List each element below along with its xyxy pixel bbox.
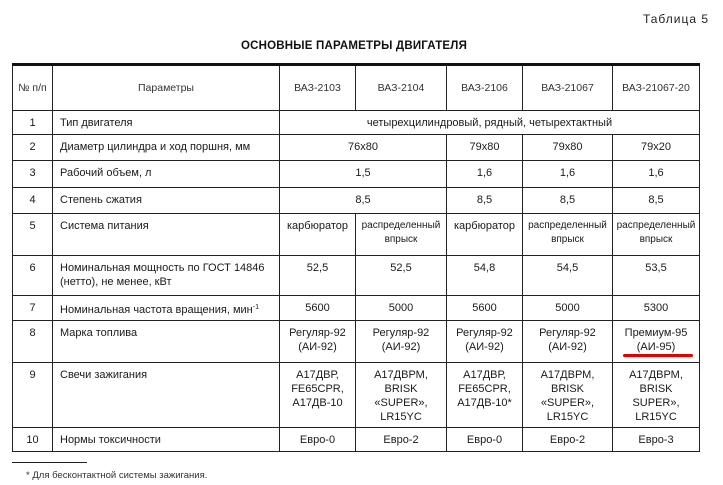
header-param: Параметры [53,65,280,111]
row-value: Евро-2 [356,428,447,452]
row-value: А17ДВР, FE65CPR, А17ДВ-10 [280,363,356,428]
row-param: Нормы токсичности [53,428,280,452]
row-num: 3 [13,161,53,188]
header-model: ВАЗ-2103 [280,65,356,111]
row-value: 79х20 [613,135,700,161]
row-value: 52,5 [280,256,356,296]
row-value: 5000 [523,296,613,321]
row-num: 9 [13,363,53,428]
header-row [13,65,700,111]
red-underline-mark [623,354,693,357]
footnote: * Для бесконтактной системы зажигания. [26,470,208,481]
table-row [13,111,700,135]
row-param-text: Номинальная частота вращения, мин [60,304,253,316]
table-row [13,188,700,214]
fuel-premium-line2 [637,340,675,354]
row-value: 5000 [356,296,447,321]
row-value: Регуляр-92 (АИ-92) [523,321,613,363]
row-param: Диаметр цилиндра и ход поршня, мм [53,135,280,161]
table-title: ОСНОВНЫЕ ПАРАМЕТРЫ ДВИГАТЕЛЯ [240,40,468,52]
row-value: А17ДВРМ, BRISK «SUPER», LR15YC [356,363,447,428]
row-param: Степень сжатия [53,188,280,214]
row-value: Евро-0 [280,428,356,452]
row-param: Рабочий объем, л [53,161,280,188]
header-model: ВАЗ-2106 [447,65,523,111]
header-model: ВАЗ-21067 [523,65,613,111]
row-value: 79х80 [447,135,523,161]
engine-parameters-table [12,63,700,452]
row-value-merged: 1,5 [280,161,447,188]
row-value: 79х80 [523,135,613,161]
row-num: 7 [13,296,53,321]
row-value: Евро-0 [447,428,523,452]
row-num: 1 [13,111,53,135]
row-value: Евро-2 [523,428,613,452]
table-row [13,363,700,428]
row-param: Тип двигателя [53,111,280,135]
row-param: Марка топлива [53,321,280,363]
row-num: 10 [13,428,53,452]
table-row [13,214,700,256]
row-num: 6 [13,256,53,296]
table-row [13,135,700,161]
row-value: 8,5 [447,188,523,214]
row-value: 5300 [613,296,700,321]
row-value: 1,6 [447,161,523,188]
row-value-merged: четырехцилиндровый, рядный, четырехтактный [280,111,700,135]
footnote-divider [12,462,87,463]
row-value: 52,5 [356,256,447,296]
row-value: распределенный впрыск [356,214,447,256]
table-row [13,256,700,296]
row-value: 8,5 [613,188,700,214]
fuel-premium-line2-text: (АИ-95) [636,341,676,353]
row-value: Регуляр-92 (АИ-92) [356,321,447,363]
table-row [13,161,700,188]
row-value: 1,6 [613,161,700,188]
header-model: ВАЗ-21067-20 [613,65,700,111]
row-value: 53,5 [613,256,700,296]
row-value-merged: 8,5 [280,188,447,214]
row-num: 8 [13,321,53,363]
row-value: 54,8 [447,256,523,296]
row-value: распределенный впрыск [523,214,613,256]
table-row [13,428,700,452]
row-param: Свечи зажигания [53,363,280,428]
row-value: карбюратор [447,214,523,256]
row-num: 4 [13,188,53,214]
header-num: № п/п [13,65,53,111]
row-param: Номинальная мощность по ГОСТ 14846 (нетто), не менее, кВт [53,256,280,296]
row-value: Регуляр-92 (АИ-92) [280,321,356,363]
table-number-label: Таблица 5 [642,12,709,26]
row-param: Система питания [53,214,280,256]
fuel-premium-line1: Премиум-95 [624,327,688,339]
row-value-highlighted [613,321,700,363]
row-param-superscript: -1 [252,304,259,311]
row-value: распределенный впрыск [613,214,700,256]
row-param [53,296,280,321]
table-row [13,296,700,321]
row-value: А17ДВР, FE65CPR, А17ДВ-10* [447,363,523,428]
table-row [13,321,700,363]
row-value: 5600 [280,296,356,321]
row-value: карбюратор [280,214,356,256]
row-value: 54,5 [523,256,613,296]
row-value-merged: 76х80 [280,135,447,161]
row-value: А17ДВРМ, BRISK «SUPER», LR15YC [523,363,613,428]
row-value: 8,5 [523,188,613,214]
row-value: А17ДВРМ, BRISK SUPER», LR15YC [613,363,700,428]
row-value: Евро-3 [613,428,700,452]
header-model: ВАЗ-2104 [356,65,447,111]
row-value: Регуляр-92 (АИ-92) [447,321,523,363]
row-value: 5600 [447,296,523,321]
row-value: 1,6 [523,161,613,188]
row-num: 2 [13,135,53,161]
row-num: 5 [13,214,53,256]
